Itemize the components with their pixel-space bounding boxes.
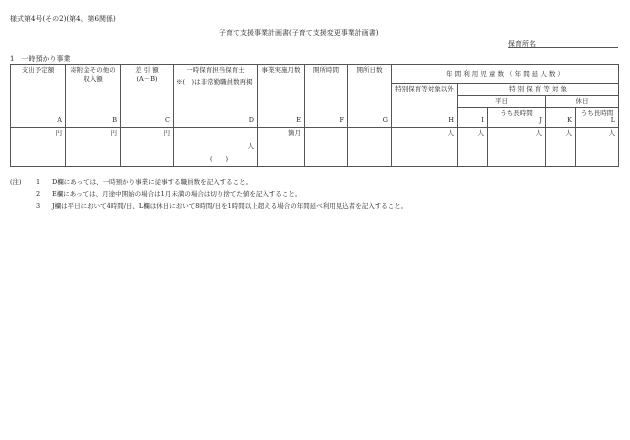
note-1-text: D欄にあっては、一時預かり事業に従事する職員数を記入すること。 [52,178,253,186]
input-staff[interactable]: 人 ( ) [174,128,258,167]
note-2-number: 2 [36,190,41,198]
input-expense[interactable]: 円 [11,128,66,167]
input-weekday[interactable]: 人 [458,128,488,167]
header-special: 特 別 保 育 等 対 象 [458,84,619,96]
facility-name-line [508,47,618,48]
input-non-special[interactable]: 人 [392,128,458,167]
header-weekday-total: I [458,108,488,128]
input-days[interactable] [348,128,392,167]
note-3-text: J欄は平日において4時間/日、L欄は休日において8時間/日を1時間以上超える場合の年間延べ利用見込者を記入すること。 [52,202,408,210]
note-3-number: 3 [36,202,41,210]
budget-table [10,64,619,167]
form-number: 様式第4号(その2)(第4、第6関係) [10,15,116,23]
header-holiday-extended: うち長時間 L [576,108,619,128]
note-1-number: 1 [36,178,41,186]
header-days: 開所日数 G [348,65,392,128]
header-holiday: 休日 [546,96,619,108]
header-donation: 寄附金その他の収入額 B [66,65,121,128]
header-expense: 支出予定額 A [11,65,66,128]
notes-label: (注) [10,178,22,186]
input-months[interactable]: 箇月 [258,128,305,167]
document-title: 子育て支援事業計画書(子育て支援変更事業計画書) [219,29,379,37]
header-months: 事業実施月数 E [258,65,305,128]
note-2-text: E欄にあっては、月途中開始の場合は1月未満の場合は切り捨てた値を記入すること。 [52,190,302,198]
input-donation[interactable]: 円 [66,128,121,167]
header-weekday: 平日 [458,96,546,108]
input-difference[interactable]: 円 [121,128,174,167]
input-holiday-extended[interactable]: 人 [576,128,619,167]
header-annual-children: 年 間 利 用 児 童 数 （ 年 間 延 人 数 ） [392,65,619,84]
input-weekday-extended[interactable]: 人 [488,128,546,167]
header-holiday-total: K [546,108,576,128]
input-hours[interactable] [305,128,348,167]
header-non-special: 特別保育等対象以外 H [392,84,458,128]
header-staff: 一時保育担当保育士 ※( )は非常勤職員数再掲 D [174,65,258,128]
header-weekday-extended: うち長時間 J [488,108,546,128]
header-hours: 開所時間 F [305,65,348,128]
section-heading: 1 一時預かり事業 [10,55,71,63]
header-difference: 差 引 額 (A－B) C [121,65,174,128]
input-holiday[interactable]: 人 [546,128,576,167]
facility-name-label: 保育所名 [508,40,536,48]
